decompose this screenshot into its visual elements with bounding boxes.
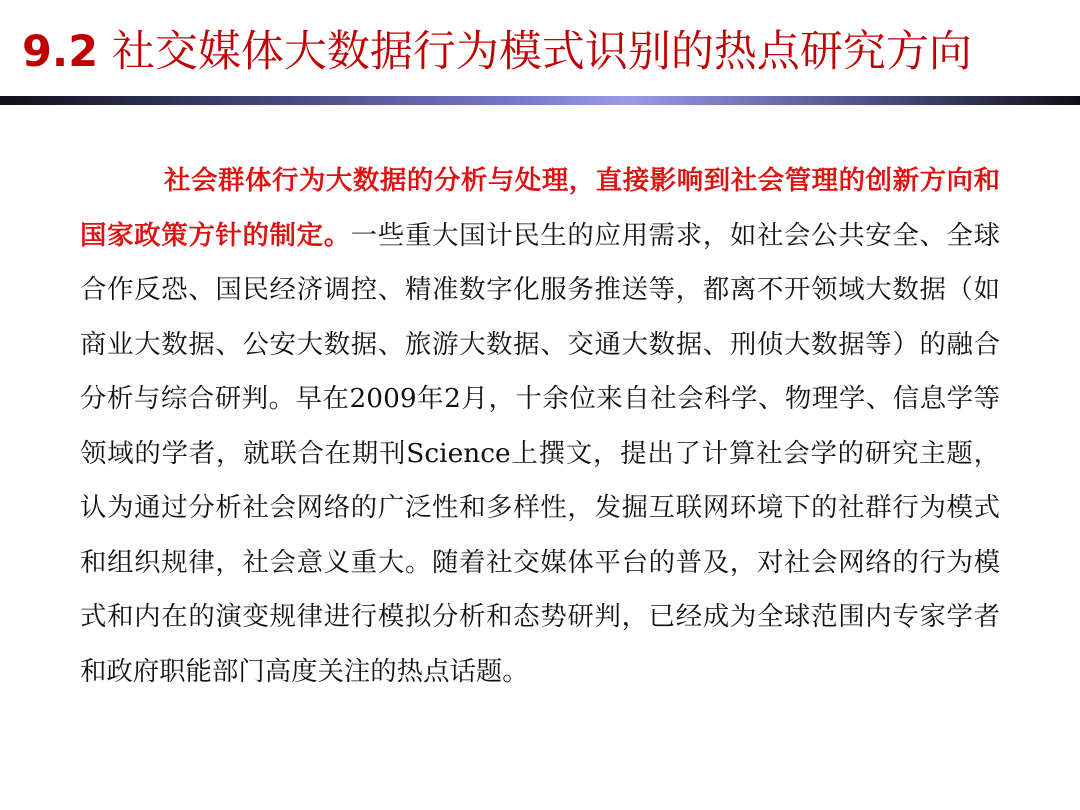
section-number: 9.2 <box>22 27 99 77</box>
slide-title <box>22 14 1072 90</box>
title-text: 社交媒体大数据行为模式识别的热点研究方向 <box>111 27 972 77</box>
highlighted-lead-text: 社会群体行为大数据的分析与处理，直接影响到社会管理的创新方向和国家政策方针的制定。 <box>80 165 1000 251</box>
title-divider-bar <box>0 96 1080 105</box>
body-paragraph <box>80 154 1000 699</box>
paragraph-text: 一些重大国计民生的应用需求，如社会公共安全、全球合作反恐、国民经济调控、精准数字化服务推送等，都离不开领域大数据（如商业大数据、公安大数据、旅游大数据、交通大数据、刑侦大数据等）的融合分析与综合研判。早在2009年2月，十余位来自社会科学、物理学、信息学等领域的学者，就联合在期刊Science上撰文，提出了计算社会学的研究主题，认为通过分析社会网络的广泛性和多样性，发掘互联网环境下的社群行为模式和组织规律，社会意义重大。随着社交媒体平台的普及，对社会网络的行为模式和内在的演变规律进行模拟分析和态势研判，已经成为全球范围内专家学者和政府职能部门高度关注的热点话题。 <box>80 219 1001 687</box>
